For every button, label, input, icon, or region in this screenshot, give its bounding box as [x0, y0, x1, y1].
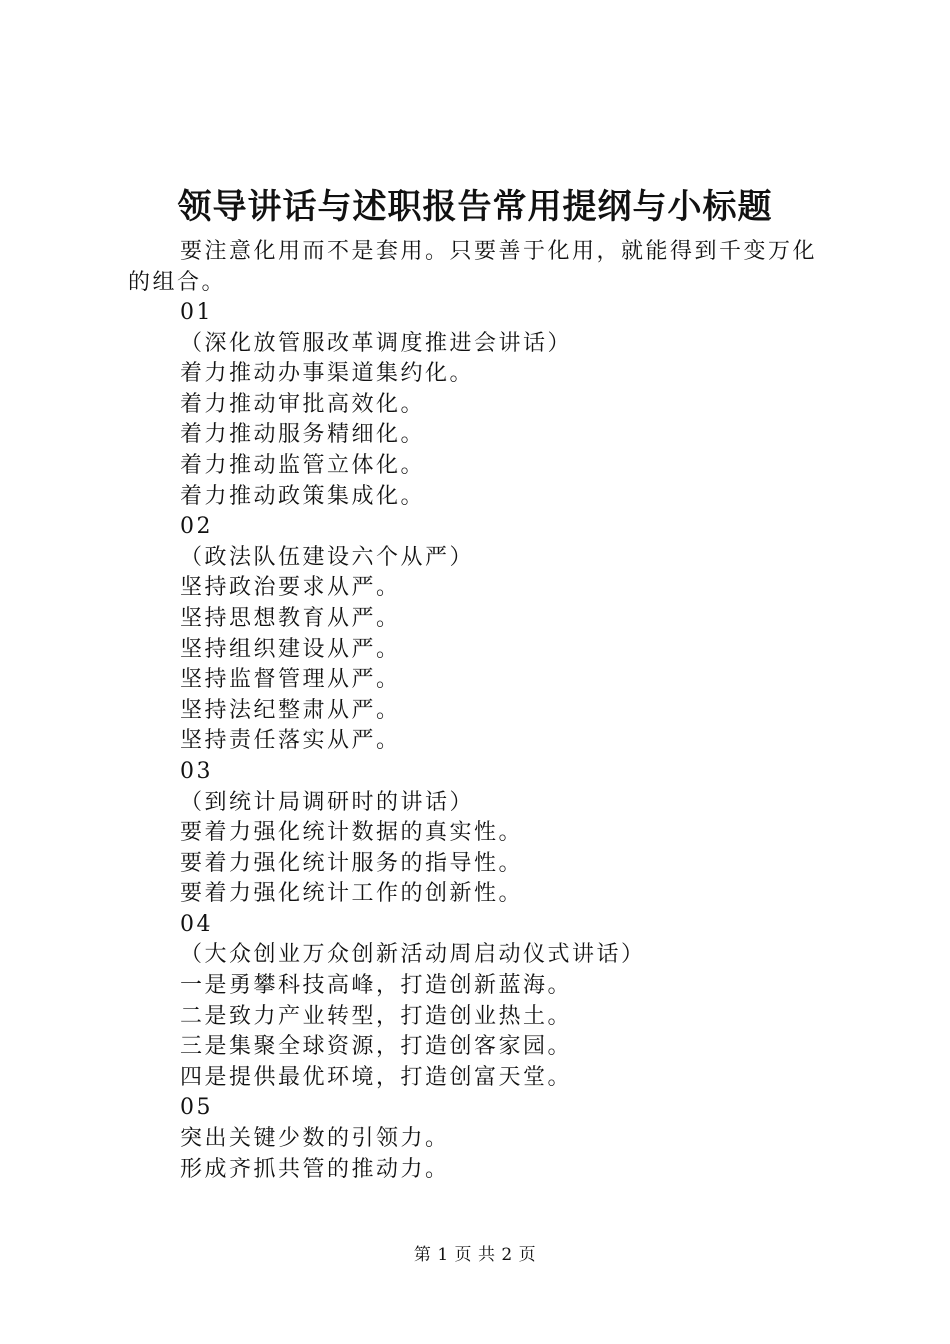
outline-line: 01	[180, 300, 213, 325]
outline-line: （到统计局调研时的讲话）	[180, 789, 475, 815]
outline-line: 02	[180, 514, 213, 540]
outline-line: 着力推动服务精细化。	[180, 422, 426, 448]
outline-line: 坚持法纪整肃从严。	[180, 697, 401, 723]
outline-line: （政法队伍建设六个从严）	[180, 544, 475, 570]
outline-line: 坚持责任落实从严。	[180, 728, 401, 754]
outline-line: 坚持组织建设从严。	[180, 636, 401, 662]
intro-paragraph: 要注意化用而不是套用。只要善于化用，就能得到千变万化的组合。	[128, 239, 818, 295]
outline-line: 着力推动审批高效化。	[180, 391, 426, 417]
outline-line: （大众创业万众创新活动周启动仪式讲话）	[180, 942, 646, 968]
outline-line: 三是集聚全球资源，打造创客家园。	[180, 1034, 573, 1060]
outline-line: 着力推动政策集成化。	[180, 483, 426, 509]
outline-line: 坚持政治要求从严。	[180, 575, 401, 601]
outline-line: 形成齐抓共管的推动力。	[180, 1156, 450, 1182]
outline-line: 要着力强化统计数据的真实性。	[180, 820, 524, 846]
outline-line: （深化放管服改革调度推进会讲话）	[180, 330, 573, 356]
outline-line: 一是勇攀科技高峰，打造创新蓝海。	[180, 973, 573, 999]
outline-line: 要着力强化统计服务的指导性。	[180, 850, 524, 876]
page-footer: 第 1 页 共 2 页	[413, 1245, 537, 1265]
outline-line: 坚持监督管理从严。	[180, 667, 401, 693]
document-title: 领导讲话与述职报告常用提纲与小标题	[177, 187, 773, 227]
outline-line: 突出关键少数的引领力。	[180, 1126, 450, 1152]
outline-line: 坚持思想教育从严。	[180, 605, 401, 631]
outline-line: 05	[180, 1095, 213, 1121]
outline-line: 着力推动监管立体化。	[180, 452, 426, 478]
outline-line: 着力推动办事渠道集约化。	[180, 361, 475, 387]
outline-line: 03	[180, 758, 213, 784]
outline-line: 四是提供最优环境，打造创富天堂。	[180, 1064, 573, 1090]
outline-list	[180, 298, 860, 1185]
outline-line: 04	[180, 911, 213, 937]
outline-line: 要着力强化统计工作的创新性。	[180, 881, 524, 907]
outline-line: 二是致力产业转型，打造创业热土。	[180, 1003, 573, 1029]
